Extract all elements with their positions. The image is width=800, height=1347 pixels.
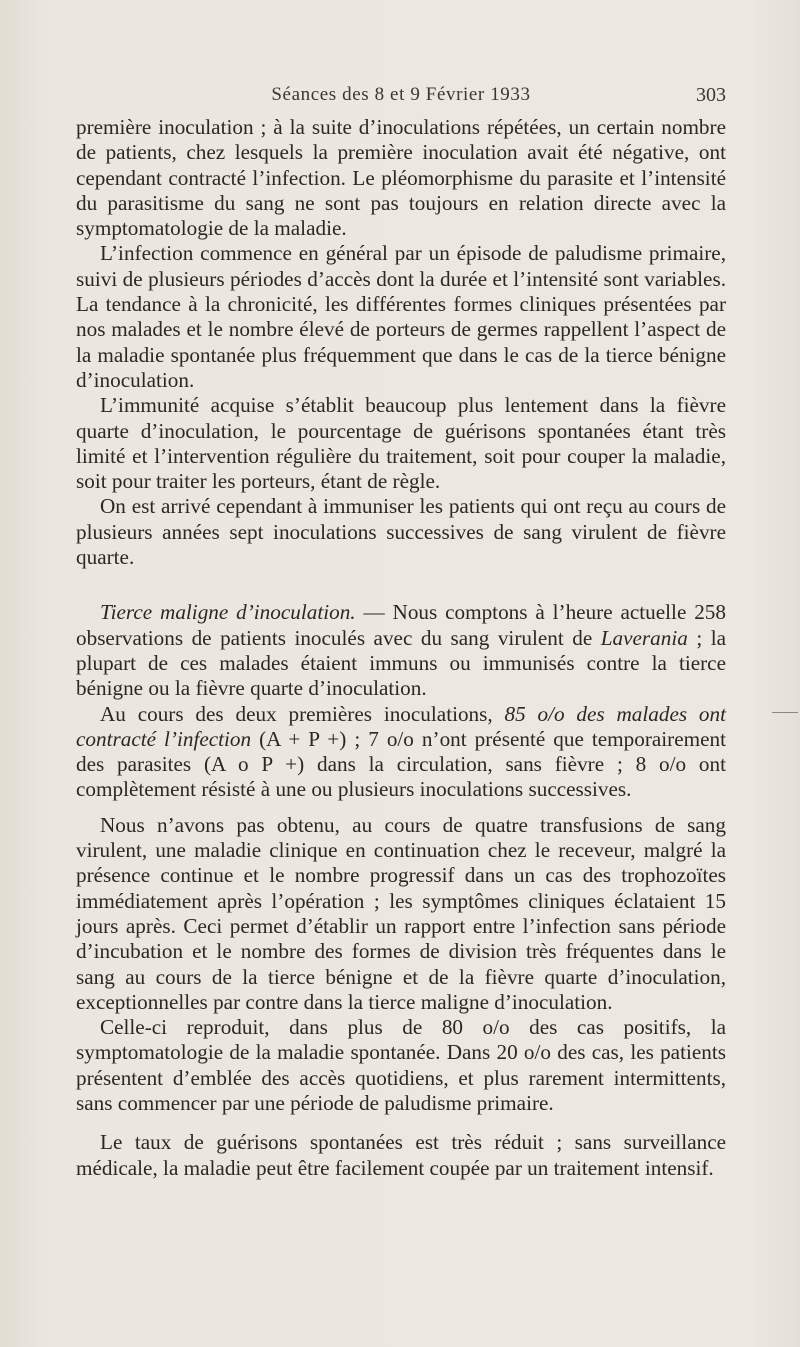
running-head: Séances des 8 et 9 Février 1933 <box>271 84 531 105</box>
paragraph-5 <box>76 600 726 701</box>
paragraph-6-start: Au cours des deux premières inoculations, <box>100 701 505 726</box>
paragraph-5-tail: ; la plupart de ces malades étaient immuns ou immunisés contre la tierce bénigne ou la fièvre quarte d’inoculation. <box>76 625 726 701</box>
paragraph-6-italic: 85 o/o des malades ont contracté l’infection <box>76 701 726 751</box>
paragraph-3: L’immunité acquise s’établit beaucoup plus lentement dans la fièvre quarte d’inoculation, le pourcentage de guérisons spontanées étant très limité et l’intervention régulière du traitement, soit pour couper la maladie, soit pour traiter les porteurs, étant de règle. <box>76 393 726 494</box>
paragraph-4: On est arrivé cependant à immuniser les patients qui ont reçu au cours de plusieurs années sept inoculations successives de sang virulent de fièvre quarte. <box>76 494 726 570</box>
section-title: Tierce maligne d’inoculation. <box>100 600 356 625</box>
page-number: 303 <box>696 84 726 106</box>
paragraph-9: Le taux de guérisons spontanées est très réduit ; sans surveillance médicale, la maladie peut être facilement coupée par un traitement intensif. <box>76 1130 726 1180</box>
margin-mark <box>772 712 798 713</box>
paragraph-6-end: (A + P +) ; 7 o/o n’ont présenté que temporairement des parasites (A o P +) dans la circulation, sans fièvre ; 8 o/o ont complètement résisté à une ou plusieurs inoculations successives. <box>76 726 726 802</box>
paragraph-2: L’infection commence en général par un épisode de paludisme primaire, suivi de plusieurs périodes d’accès dont la durée et l’intensité sont variables. La tendance à la chronicité, les différentes formes cliniques présentées par nos malades et le nombre élevé de porteurs de germes rappellent l’aspect de la maladie spontanée plus fréquemment que dans le cas de la tierce bénigne d’inoculation. <box>76 241 726 392</box>
body-text <box>76 115 726 1181</box>
page-header <box>76 84 726 114</box>
paragraph-8: Celle-ci reproduit, dans plus de 80 o/o des cas positifs, la symptomatologie de la maladie spontanée. Dans 20 o/o des cas, les patients présentent d’emblée des accès quotidiens, et plus rarement intermittents, sans commencer par une période de paludisme primaire. <box>76 1015 726 1115</box>
paragraph-1: première inoculation ; à la suite d’inoculations répétées, un certain nombre de patients, chez lesquels la première inoculation avait été négative, ont cependant contracté l’infection. Le pléomorphisme du parasite et l’intensité du parasitisme du sang ne sont pas toujours en relation directe avec la symptomatologie de la maladie. <box>76 115 726 241</box>
paragraph-5-text: — Nous comptons à l’heure actuelle 258 observations de patients inoculés avec du sang virulent de <box>76 600 726 650</box>
paragraph-7: Nous n’avons pas obtenu, au cours de quatre transfusions de sang virulent, une maladie clinique en continuation chez le receveur, malgré la présence continue et le nombre progressif dans un cas des trophozoïtes immédiatement après l’opération ; les symptômes cliniques éclataient 15 jours après. Ceci permet d’établir un rapport entre l’infection sans période d’incubation et le nombre des formes de division très fréquentes dans le sang au cours de la tierce bénigne et de la fièvre quarte d’inoculation, exceptionnelles par contre dans la tierce maligne d’inoculation. <box>76 812 726 1014</box>
paragraph-6 <box>76 702 726 803</box>
genus-name: Laverania <box>600 625 688 650</box>
